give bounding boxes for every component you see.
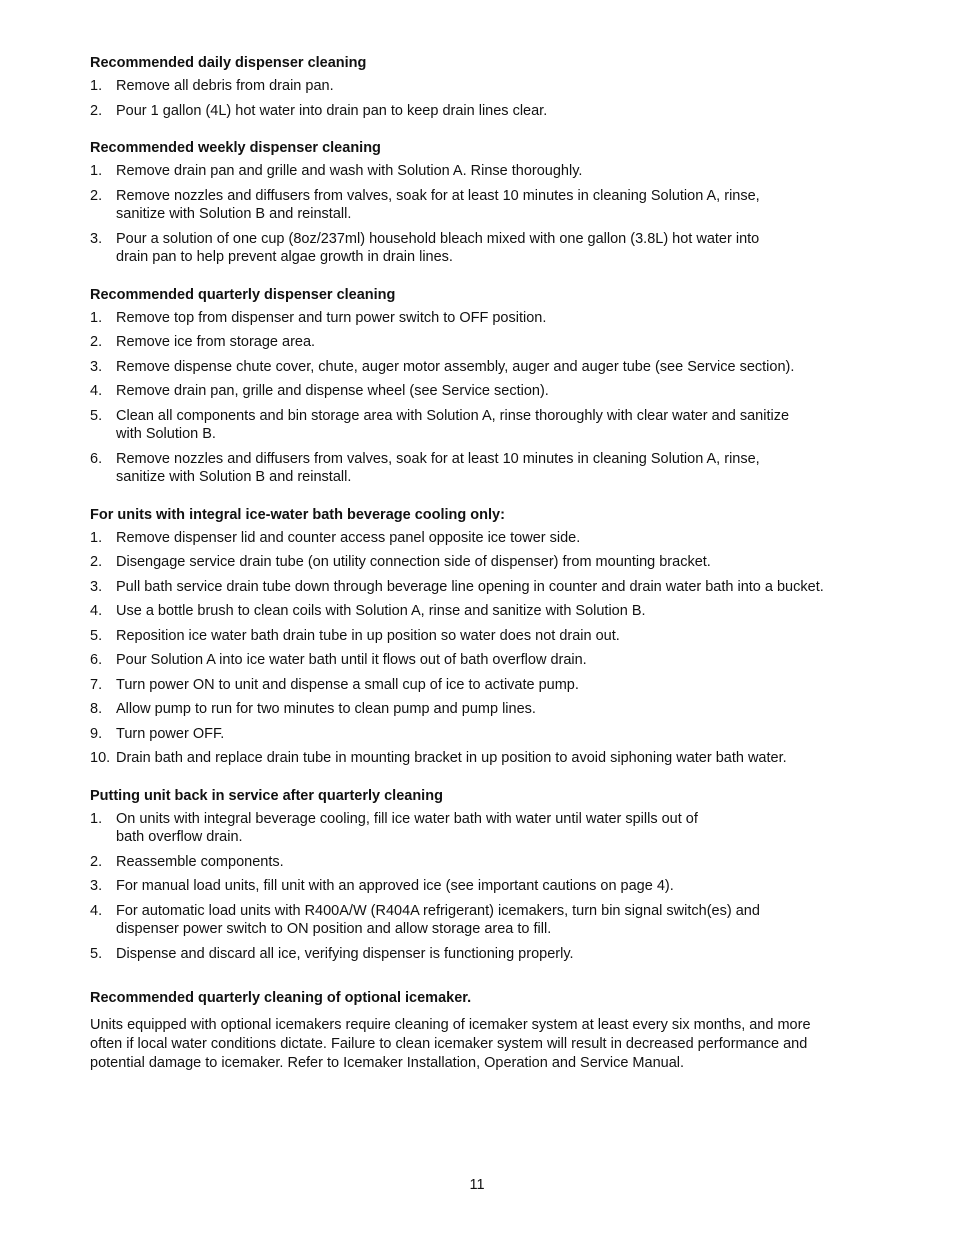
step-item [90, 529, 890, 548]
page-number: 11 [469, 1177, 485, 1193]
step-text: sanitize with Solution B and reinstall. [116, 469, 352, 485]
step-text: Pour a solution of one cup (8oz/237ml) household bleach mixed with one gallon (3.8L) hot water into [116, 230, 760, 247]
paragraph-line: often if local water conditions dictate. Failure to clean icemaker system will result in decreased performance and [90, 1036, 808, 1052]
step-text: drain pan to help prevent algae growth in drain lines. [116, 249, 453, 265]
section-back-in-service [90, 787, 890, 964]
step-text: For manual load units, fill unit with an approved ice (see important cautions on page 4). [116, 878, 674, 894]
step-item [90, 382, 890, 401]
step-text: Clean all components and bin storage area with Solution A, rinse thoroughly with clear water and sanitize [116, 407, 790, 424]
step-text: with Solution B. [116, 426, 216, 442]
step-text: Allow pump to run for two minutes to clean pump and pump lines. [116, 701, 536, 717]
step-text: Reassemble components. [116, 853, 284, 870]
step-text: Remove top from dispenser and turn power switch to OFF position. [116, 309, 547, 326]
step-number: 3. [90, 230, 103, 247]
step-number: 1. [90, 810, 103, 827]
step-number: 1. [90, 163, 103, 179]
step-item [90, 651, 890, 670]
step-number: 2. [90, 334, 103, 350]
step-number: 7. [90, 676, 103, 693]
step-number: 5. [90, 627, 103, 644]
step-item [90, 162, 890, 181]
step-text: Remove nozzles and diffusers from valves, soak for at least 10 minutes in cleaning Solution A, rinse, [116, 187, 760, 204]
step-text: Remove drain pan, grille and dispense wheel (see Service section). [116, 383, 549, 399]
section-weekly-cleaning [90, 139, 890, 267]
step-list [90, 162, 890, 267]
paragraph-line: Units equipped with optional icemakers require cleaning of icemaker system at least every six months, and more [90, 1017, 811, 1033]
step-item [90, 553, 890, 572]
section-title: Recommended quarterly cleaning of optional icemaker. [90, 990, 472, 1006]
step-text: On units with integral beverage cooling, fill ice water bath with water until water spills out of [116, 810, 698, 827]
step-text: Remove nozzles and diffusers from valves, soak for at least 10 minutes in cleaning Solution A, rinse, [116, 450, 760, 467]
step-item [90, 578, 890, 597]
step-list [90, 529, 890, 768]
step-text: Remove drain pan and grille and wash with Solution A. Rinse thoroughly. [116, 163, 583, 179]
step-item [90, 602, 890, 621]
step-text: Remove dispenser lid and counter access panel opposite ice tower side. [116, 529, 581, 546]
step-item [90, 407, 890, 444]
section-title: For units with integral ice-water bath beverage cooling only: [90, 506, 505, 523]
section-quarterly-cleaning [90, 286, 890, 487]
section-icemaker-cleaning [90, 989, 890, 1073]
step-item [90, 77, 890, 96]
step-item [90, 102, 890, 121]
step-item [90, 902, 890, 939]
step-item [90, 877, 890, 896]
step-number: 4. [90, 603, 103, 619]
step-number: 1. [90, 309, 103, 326]
step-text: Remove dispense chute cover, chute, auger motor assembly, auger and auger tube (see Service section). [116, 358, 795, 375]
step-number: 3. [90, 578, 103, 595]
step-item [90, 700, 890, 719]
step-item [90, 853, 890, 872]
section-daily-cleaning [90, 54, 890, 120]
step-number: 4. [90, 383, 103, 399]
step-text: Remove all debris from drain pan. [116, 78, 334, 94]
step-number: 1. [90, 529, 103, 546]
step-number: 2. [90, 853, 103, 870]
step-number: 3. [90, 358, 103, 375]
step-text: Turn power OFF. [116, 725, 225, 742]
step-number: 8. [90, 701, 103, 717]
step-number: 6. [90, 652, 103, 668]
step-text: Pull bath service drain tube down through beverage line opening in counter and drain water bath into a bucket. [116, 578, 824, 595]
step-number: 4. [90, 902, 103, 919]
step-number: 5. [90, 945, 103, 962]
body-paragraph [90, 1016, 890, 1073]
step-item [90, 230, 890, 267]
step-text: Disengage service drain tube (on utility connection side of dispenser) from mounting bracket. [116, 554, 711, 570]
step-item [90, 725, 890, 744]
step-text: Pour 1 gallon (4L) hot water into drain pan to keep drain lines clear. [116, 102, 548, 119]
step-number: 2. [90, 187, 103, 204]
step-item [90, 309, 890, 328]
document-page [90, 54, 890, 1073]
step-text: Turn power ON to unit and dispense a small cup of ice to activate pump. [116, 676, 579, 693]
step-text: Reposition ice water bath drain tube in up position so water does not drain out. [116, 627, 620, 644]
step-number: 6. [90, 450, 103, 467]
step-text: Drain bath and replace drain tube in mounting bracket in up position to avoid siphoning water bath water. [116, 750, 787, 766]
step-number: 9. [90, 725, 103, 742]
step-number: 3. [90, 878, 103, 894]
step-item [90, 810, 890, 847]
step-number: 2. [90, 554, 103, 570]
section-ice-water-bath [90, 506, 890, 768]
section-title: Recommended daily dispenser cleaning [90, 55, 367, 71]
step-text: Pour Solution A into ice water bath until it flows out of bath overflow drain. [116, 652, 587, 668]
step-number: 5. [90, 407, 103, 424]
step-list [90, 309, 890, 487]
step-item [90, 333, 890, 352]
step-number: 1. [90, 78, 103, 94]
step-item [90, 749, 890, 768]
step-list [90, 810, 890, 964]
step-item [90, 358, 890, 377]
step-text: Use a bottle brush to clean coils with Solution A, rinse and sanitize with Solution B. [116, 603, 646, 619]
step-text: sanitize with Solution B and reinstall. [116, 206, 352, 222]
step-text: Dispense and discard all ice, verifying dispenser is functioning properly. [116, 945, 574, 962]
step-text: bath overflow drain. [116, 829, 243, 845]
step-text: dispenser power switch to ON position and allow storage area to fill. [116, 921, 552, 937]
step-item [90, 187, 890, 224]
step-text: For automatic load units with R400A/W (R404A refrigerant) icemakers, turn bin signal switch(es) and [116, 902, 760, 919]
step-item [90, 945, 890, 964]
step-list [90, 77, 890, 120]
section-title: Recommended quarterly dispenser cleaning [90, 286, 396, 303]
step-number: 2. [90, 102, 103, 119]
step-item [90, 676, 890, 695]
step-text: Remove ice from storage area. [116, 334, 316, 350]
section-title: Putting unit back in service after quarterly cleaning [90, 787, 443, 804]
step-item [90, 450, 890, 487]
section-title: Recommended weekly dispenser cleaning [90, 140, 381, 156]
step-item [90, 627, 890, 646]
paragraph-line: potential damage to icemaker. Refer to Icemaker Installation, Operation and Service Manual. [90, 1055, 685, 1071]
step-number: 10. [90, 750, 111, 766]
